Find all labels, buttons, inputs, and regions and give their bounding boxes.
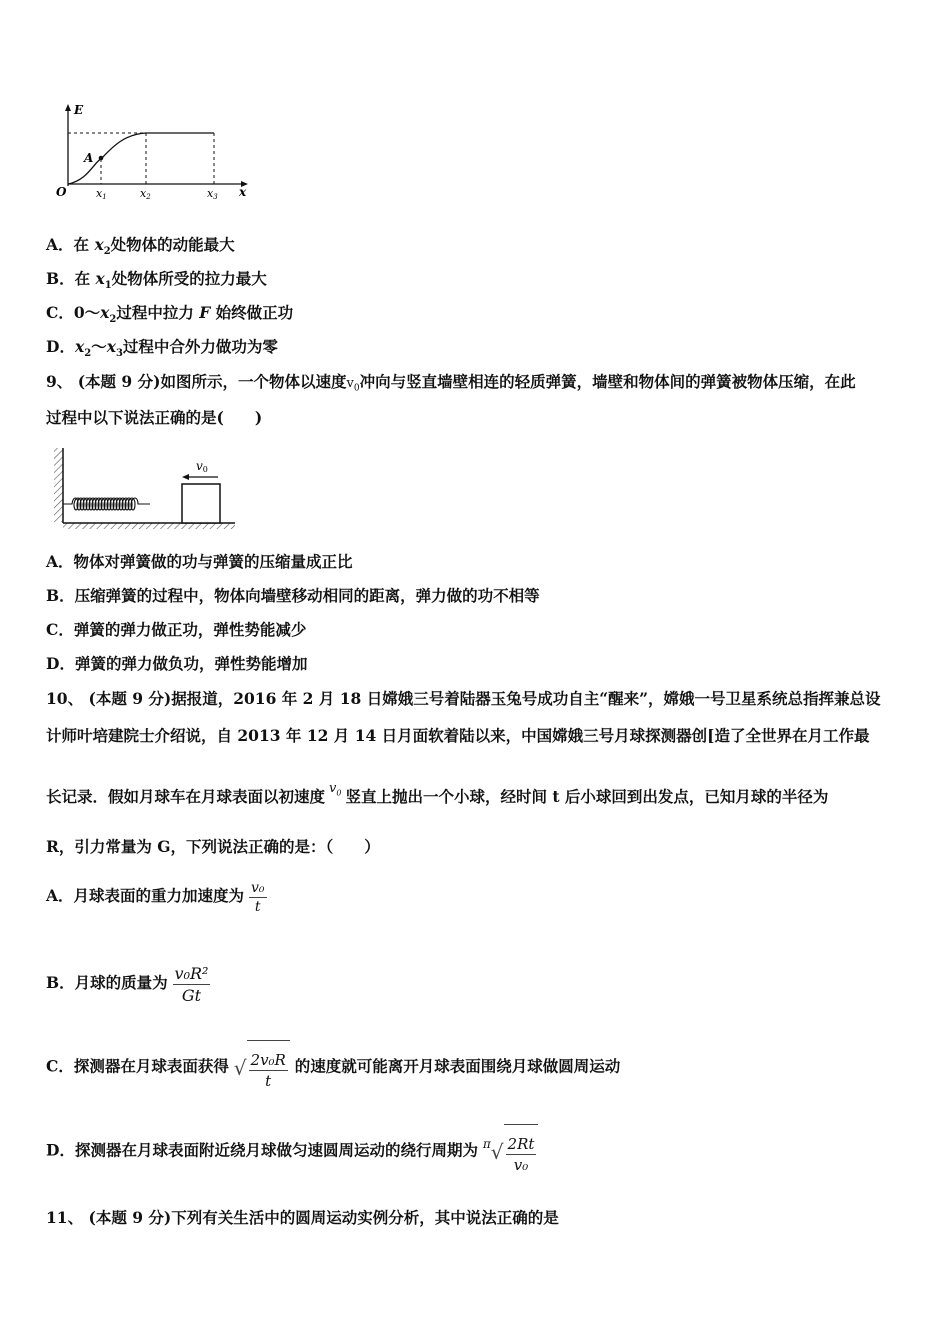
mass-formula: $\frac{\text{v₀R²}}{Gt}$ [174, 963, 209, 1005]
q8-option-a: A．在 $x_2$处物体的动能最大 [46, 235, 235, 258]
q11-stem: 11、 (本题 9 分)下列有关生活中的圆周运动实例分析，其中说法正确的是 [46, 1208, 559, 1227]
point-a-dot [99, 156, 104, 161]
q9-option-c: C．弹簧的弹力做正功，弹性势能减少 [46, 620, 307, 639]
spring [63, 498, 150, 510]
q10-stem-line2: 计师叶培建院士介绍说，自 2013 年 12 月 14 日月面软着陆以来，中国嫦娥三号月球探测器创[造了全世界在月工作最 [46, 726, 870, 745]
q9-stem-line2: 过程中以下说法正确的是( ) [46, 408, 263, 427]
y-axis-label: E [74, 103, 84, 117]
origin-label: O [56, 185, 67, 199]
q10-option-d: D．探测器在月球表面附近绕月球做匀速圆周运动的绕行周期为 π √ $\frac{2Rt}{\text{v₀}}$ [46, 1124, 538, 1179]
gravity-formula: $\frac{\text{v₀}}{t}$ [250, 879, 265, 915]
escape-velocity-formula: √ $\frac{\text{2v₀R}}{t}$ [234, 1040, 290, 1095]
q8-option-b: B．在 $x_1$处物体所受的拉力最大 [46, 269, 267, 292]
q10-option-a: A．月球表面的重力加速度为 $\frac{\text{v₀}}{t}$ [46, 879, 265, 915]
block [182, 484, 220, 523]
q8-option-c: C．$0\sim x_2$过程中拉力 F 始终做正功 [46, 303, 294, 326]
q10-stem-line4: R，引力常量为 G，下列说法正确的是：（ ） [46, 837, 380, 856]
q8-option-d: D．$x_2\sim x_3$过程中合外力做功为零 [46, 337, 278, 360]
q9-stem-line1: 9、 (本题 9 分)如图所示，一个物体以速度$v_0$冲向与竖直墙壁相连的轻质弹簧，墙壁和物体间的弹簧被物体压缩，在此 [46, 372, 856, 394]
q9-option-d: D．弹簧的弹力做负功，弹性势能增加 [46, 654, 308, 673]
velocity-label: v0 [196, 459, 208, 474]
q10-stem-line1: 10、 (本题 9 分)据报道，2016 年 2 月 18 日嫦娥三号着陆器玉兔号成功自主“醒来”，嫦娥一号卫星系统总指挥兼总设 [46, 689, 881, 708]
point-a-label: A [84, 151, 94, 165]
q10-stem-line3: 长记录．假如月球车在月球表面以初速度 $^{v_0}$ 竖直上抛出一个小球，经时间 t 后小球回到出发点，已知月球的半径为 [46, 781, 829, 806]
initial-velocity-symbol: v0 [329, 781, 342, 798]
velocity-arrowhead [182, 474, 189, 480]
q10-option-b: B．月球的质量为 $\frac{\text{v₀R²}}{Gt}$ [46, 963, 209, 1005]
x2-tick-label: x2 [140, 187, 151, 201]
x3-tick-label: x3 [207, 187, 218, 201]
spring-wall-figure [52, 446, 238, 530]
q9-option-b: B．压缩弹簧的过程中，物体向墙壁移动相同的距离，弹力做的功不相等 [46, 586, 540, 605]
q9-option-a: A．物体对弹簧做的功与弹簧的压缩量成正比 [46, 552, 353, 571]
energy-position-graph [52, 100, 262, 202]
x-axis-label: x [239, 185, 247, 199]
wall-hatching [54, 448, 63, 522]
floor-hatching [63, 523, 235, 529]
y-axis-arrow [65, 104, 71, 111]
orbital-period-formula: π √ $\frac{2Rt}{\text{v₀}}$ [483, 1124, 539, 1179]
x1-tick-label: x1 [96, 187, 107, 201]
q10-option-c: C．探测器在月球表面获得 √ $\frac{\text{2v₀R}}{t}$ 的速度就可能离开月球表面围绕月球做圆周运动 [46, 1040, 620, 1095]
